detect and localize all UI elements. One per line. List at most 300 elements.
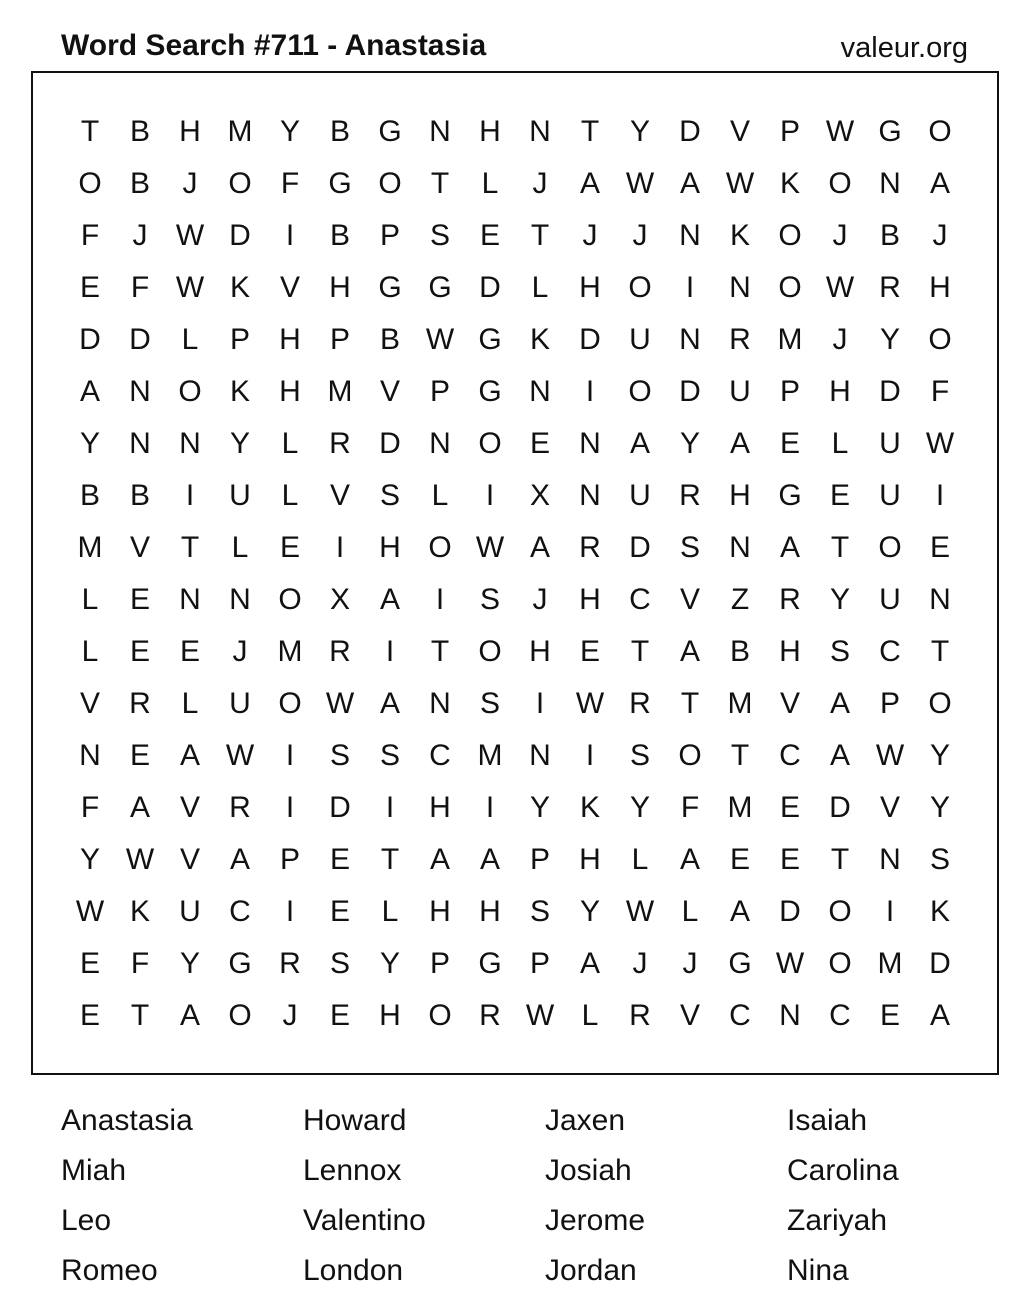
grid-cell[interactable]: T xyxy=(930,635,950,668)
grid-cell[interactable]: C xyxy=(629,583,651,616)
grid-cell[interactable]: O xyxy=(928,323,952,356)
grid-cell[interactable]: S xyxy=(379,739,400,772)
grid-cell[interactable]: Y xyxy=(529,791,550,824)
grid-cell[interactable]: F xyxy=(680,791,700,824)
grid-cell[interactable]: D xyxy=(79,323,101,356)
grid-cell[interactable]: S xyxy=(329,947,350,980)
grid-cell[interactable]: Y xyxy=(279,115,300,148)
grid-cell[interactable]: D xyxy=(929,947,951,980)
grid-cell[interactable]: M xyxy=(777,323,803,356)
grid-cell[interactable]: J xyxy=(632,219,648,252)
grid-cell[interactable]: I xyxy=(335,531,345,564)
grid-cell[interactable]: L xyxy=(831,427,849,460)
grid-cell[interactable]: E xyxy=(129,739,150,772)
grid-cell[interactable]: Y xyxy=(579,895,600,928)
grid-cell[interactable]: O xyxy=(678,739,702,772)
grid-cell[interactable]: B xyxy=(129,479,150,512)
grid-cell[interactable]: T xyxy=(680,687,700,720)
grid-cell[interactable]: Y xyxy=(879,323,900,356)
grid-cell[interactable]: I xyxy=(485,791,495,824)
grid-cell[interactable]: I xyxy=(185,479,195,512)
grid-cell[interactable]: S xyxy=(929,843,950,876)
grid-cell[interactable]: W xyxy=(925,427,955,460)
grid-cell[interactable]: H xyxy=(429,791,451,824)
grid-cell[interactable]: B xyxy=(129,167,150,200)
grid-cell[interactable]: N xyxy=(429,115,451,148)
grid-cell[interactable]: O xyxy=(228,999,252,1032)
grid-cell[interactable]: Y xyxy=(229,427,250,460)
grid-cell[interactable]: P xyxy=(429,947,450,980)
grid-cell[interactable]: I xyxy=(285,791,295,824)
grid-cell[interactable]: D xyxy=(579,323,601,356)
grid-cell[interactable]: C xyxy=(779,739,801,772)
grid-cell[interactable]: L xyxy=(281,427,299,460)
grid-cell[interactable]: V xyxy=(179,843,200,876)
grid-cell[interactable]: I xyxy=(885,895,895,928)
grid-cell[interactable]: U xyxy=(629,323,651,356)
grid-cell[interactable]: W xyxy=(625,167,655,200)
grid-cell[interactable]: C xyxy=(429,739,451,772)
grid-cell[interactable]: K xyxy=(529,323,550,356)
grid-cell[interactable]: H xyxy=(479,115,501,148)
grid-cell[interactable]: N xyxy=(179,583,201,616)
grid-cell[interactable]: L xyxy=(81,635,99,668)
grid-cell[interactable]: N xyxy=(729,531,751,564)
grid-cell[interactable]: V xyxy=(329,479,350,512)
grid-cell[interactable]: P xyxy=(779,115,800,148)
grid-cell[interactable]: E xyxy=(729,843,750,876)
grid-cell[interactable]: D xyxy=(879,375,901,408)
grid-cell[interactable]: M xyxy=(77,531,103,564)
grid-cell[interactable]: N xyxy=(79,739,101,772)
grid-cell[interactable]: S xyxy=(629,739,650,772)
grid-cell[interactable]: V xyxy=(779,687,800,720)
grid-cell[interactable]: E xyxy=(279,531,300,564)
grid-cell[interactable]: A xyxy=(779,531,800,564)
grid-cell[interactable]: O xyxy=(828,947,852,980)
grid-cell[interactable]: L xyxy=(231,531,249,564)
grid-cell[interactable]: N xyxy=(879,843,901,876)
grid-cell[interactable]: V xyxy=(129,531,150,564)
grid-cell[interactable]: W xyxy=(225,739,255,772)
grid-cell[interactable]: P xyxy=(779,375,800,408)
grid-cell[interactable]: O xyxy=(828,167,852,200)
grid-cell[interactable]: N xyxy=(679,219,701,252)
grid-cell[interactable]: E xyxy=(879,999,900,1032)
grid-cell[interactable]: B xyxy=(79,479,100,512)
grid-cell[interactable]: R xyxy=(129,687,151,720)
grid-cell[interactable]: W xyxy=(625,895,655,928)
grid-cell[interactable]: O xyxy=(378,167,402,200)
grid-cell[interactable]: O xyxy=(428,531,452,564)
grid-cell[interactable]: O xyxy=(478,635,502,668)
grid-cell[interactable]: A xyxy=(679,167,700,200)
grid-cell[interactable]: X xyxy=(529,479,550,512)
grid-cell[interactable]: U xyxy=(879,479,901,512)
grid-cell[interactable]: T xyxy=(830,531,850,564)
grid-cell[interactable]: J xyxy=(632,947,648,980)
grid-cell[interactable]: S xyxy=(479,687,500,720)
grid-cell[interactable]: P xyxy=(429,375,450,408)
grid-cell[interactable]: T xyxy=(730,739,750,772)
grid-cell[interactable]: Y xyxy=(79,843,100,876)
grid-cell[interactable]: K xyxy=(729,219,750,252)
grid-cell[interactable]: O xyxy=(878,531,902,564)
grid-cell[interactable]: D xyxy=(129,323,151,356)
grid-cell[interactable]: L xyxy=(631,843,649,876)
grid-cell[interactable]: G xyxy=(328,167,352,200)
grid-cell[interactable]: K xyxy=(929,895,950,928)
grid-cell[interactable]: N xyxy=(779,999,801,1032)
grid-cell[interactable]: A xyxy=(229,843,250,876)
grid-cell[interactable]: A xyxy=(129,791,150,824)
grid-cell[interactable]: J xyxy=(932,219,948,252)
grid-cell[interactable]: B xyxy=(329,219,350,252)
grid-cell[interactable]: O xyxy=(478,427,502,460)
grid-cell[interactable]: O xyxy=(278,687,302,720)
grid-cell[interactable]: L xyxy=(181,687,199,720)
grid-cell[interactable]: E xyxy=(779,427,800,460)
grid-cell[interactable]: T xyxy=(580,115,600,148)
grid-cell[interactable]: A xyxy=(729,895,750,928)
grid-cell[interactable]: P xyxy=(879,687,900,720)
grid-cell[interactable]: W xyxy=(75,895,105,928)
grid-cell[interactable]: O xyxy=(778,271,802,304)
grid-cell[interactable]: W xyxy=(825,115,855,148)
grid-cell[interactable]: R xyxy=(329,427,351,460)
grid-cell[interactable]: O xyxy=(928,687,952,720)
grid-cell[interactable]: T xyxy=(180,531,200,564)
grid-cell[interactable]: G xyxy=(228,947,252,980)
grid-cell[interactable]: I xyxy=(385,791,395,824)
grid-cell[interactable]: M xyxy=(727,791,753,824)
grid-cell[interactable]: G xyxy=(478,947,502,980)
grid-cell[interactable]: A xyxy=(729,427,750,460)
grid-cell[interactable]: N xyxy=(429,427,451,460)
grid-cell[interactable]: A xyxy=(179,739,200,772)
grid-cell[interactable]: W xyxy=(875,739,905,772)
grid-cell[interactable]: E xyxy=(179,635,200,668)
grid-cell[interactable]: K xyxy=(779,167,800,200)
grid-cell[interactable]: H xyxy=(279,323,301,356)
grid-cell[interactable]: J xyxy=(132,219,148,252)
grid-cell[interactable]: J xyxy=(532,583,548,616)
grid-cell[interactable]: L xyxy=(681,895,699,928)
grid-cell[interactable]: Y xyxy=(929,791,950,824)
grid-cell[interactable]: U xyxy=(729,375,751,408)
grid-cell[interactable]: D xyxy=(679,115,701,148)
grid-cell[interactable]: E xyxy=(529,427,550,460)
grid-cell[interactable]: N xyxy=(679,323,701,356)
grid-cell[interactable]: H xyxy=(929,271,951,304)
grid-cell[interactable]: T xyxy=(430,167,450,200)
grid-cell[interactable]: O xyxy=(228,167,252,200)
grid-cell[interactable]: W xyxy=(575,687,605,720)
grid-cell[interactable]: D xyxy=(779,895,801,928)
grid-cell[interactable]: T xyxy=(380,843,400,876)
grid-cell[interactable]: C xyxy=(879,635,901,668)
grid-cell[interactable]: K xyxy=(229,271,250,304)
grid-cell[interactable]: L xyxy=(81,583,99,616)
grid-cell[interactable]: R xyxy=(229,791,251,824)
grid-cell[interactable]: O xyxy=(828,895,852,928)
grid-cell[interactable]: O xyxy=(628,271,652,304)
grid-cell[interactable]: R xyxy=(479,999,501,1032)
grid-cell[interactable]: L xyxy=(481,167,499,200)
grid-cell[interactable]: P xyxy=(229,323,250,356)
grid-cell[interactable]: R xyxy=(679,479,701,512)
grid-cell[interactable]: L xyxy=(431,479,449,512)
grid-cell[interactable]: V xyxy=(179,791,200,824)
grid-cell[interactable]: B xyxy=(879,219,900,252)
grid-cell[interactable]: K xyxy=(579,791,600,824)
grid-cell[interactable]: W xyxy=(825,271,855,304)
grid-cell[interactable]: N xyxy=(129,375,151,408)
grid-cell[interactable]: E xyxy=(779,791,800,824)
grid-cell[interactable]: W xyxy=(325,687,355,720)
grid-cell[interactable]: G xyxy=(478,323,502,356)
grid-cell[interactable]: B xyxy=(329,115,350,148)
grid-cell[interactable]: M xyxy=(227,115,253,148)
grid-cell[interactable]: F xyxy=(80,791,100,824)
grid-cell[interactable]: E xyxy=(79,947,100,980)
grid-cell[interactable]: I xyxy=(685,271,695,304)
grid-cell[interactable]: J xyxy=(182,167,198,200)
grid-cell[interactable]: I xyxy=(385,635,395,668)
grid-cell[interactable]: O xyxy=(778,219,802,252)
grid-cell[interactable]: R xyxy=(729,323,751,356)
grid-cell[interactable]: O xyxy=(928,115,952,148)
grid-cell[interactable]: R xyxy=(779,583,801,616)
grid-cell[interactable]: A xyxy=(529,531,550,564)
grid-cell[interactable]: E xyxy=(129,583,150,616)
grid-cell[interactable]: W xyxy=(525,999,555,1032)
grid-cell[interactable]: N xyxy=(529,739,551,772)
grid-cell[interactable]: H xyxy=(379,531,401,564)
grid-cell[interactable]: D xyxy=(379,427,401,460)
grid-cell[interactable]: W xyxy=(725,167,755,200)
grid-cell[interactable]: T xyxy=(130,999,150,1032)
grid-cell[interactable]: J xyxy=(682,947,698,980)
grid-cell[interactable]: I xyxy=(585,739,595,772)
grid-cell[interactable]: D xyxy=(679,375,701,408)
grid-cell[interactable]: N xyxy=(529,115,551,148)
grid-cell[interactable]: O xyxy=(428,999,452,1032)
grid-cell[interactable]: P xyxy=(279,843,300,876)
grid-cell[interactable]: M xyxy=(277,635,303,668)
grid-cell[interactable]: V xyxy=(79,687,100,720)
grid-cell[interactable]: Y xyxy=(929,739,950,772)
grid-cell[interactable]: A xyxy=(579,947,600,980)
grid-cell[interactable]: F xyxy=(930,375,950,408)
grid-cell[interactable]: E xyxy=(779,843,800,876)
grid-cell[interactable]: E xyxy=(79,271,100,304)
grid-cell[interactable]: O xyxy=(78,167,102,200)
grid-cell[interactable]: D xyxy=(479,271,501,304)
grid-cell[interactable]: E xyxy=(329,843,350,876)
grid-cell[interactable]: D xyxy=(229,219,251,252)
grid-cell[interactable]: G xyxy=(428,271,452,304)
grid-cell[interactable]: P xyxy=(529,947,550,980)
grid-cell[interactable]: I xyxy=(285,219,295,252)
grid-cell[interactable]: G xyxy=(478,375,502,408)
grid-cell[interactable]: N xyxy=(579,479,601,512)
grid-cell[interactable]: W xyxy=(175,271,205,304)
grid-cell[interactable]: F xyxy=(80,219,100,252)
grid-cell[interactable]: B xyxy=(729,635,750,668)
grid-cell[interactable]: I xyxy=(535,687,545,720)
grid-cell[interactable]: A xyxy=(679,843,700,876)
grid-cell[interactable]: I xyxy=(285,739,295,772)
grid-cell[interactable]: C xyxy=(229,895,251,928)
grid-cell[interactable]: N xyxy=(929,583,951,616)
grid-cell[interactable]: S xyxy=(329,739,350,772)
grid-cell[interactable]: A xyxy=(79,375,100,408)
grid-cell[interactable]: V xyxy=(379,375,400,408)
grid-cell[interactable]: Z xyxy=(730,583,750,616)
grid-cell[interactable]: F xyxy=(280,167,300,200)
grid-cell[interactable]: G xyxy=(878,115,902,148)
grid-cell[interactable]: N xyxy=(579,427,601,460)
grid-cell[interactable]: X xyxy=(329,583,350,616)
grid-cell[interactable]: H xyxy=(179,115,201,148)
grid-cell[interactable]: E xyxy=(479,219,500,252)
grid-cell[interactable]: A xyxy=(679,635,700,668)
grid-cell[interactable]: N xyxy=(529,375,551,408)
grid-cell[interactable]: Y xyxy=(829,583,850,616)
grid-cell[interactable]: D xyxy=(629,531,651,564)
grid-cell[interactable]: A xyxy=(379,687,400,720)
grid-cell[interactable]: C xyxy=(729,999,751,1032)
grid-cell[interactable]: S xyxy=(529,895,550,928)
grid-cell[interactable]: H xyxy=(729,479,751,512)
grid-cell[interactable]: R xyxy=(879,271,901,304)
grid-cell[interactable]: B xyxy=(379,323,400,356)
grid-cell[interactable]: S xyxy=(679,531,700,564)
grid-cell[interactable]: V xyxy=(679,999,700,1032)
grid-cell[interactable]: L xyxy=(381,895,399,928)
grid-cell[interactable]: H xyxy=(279,375,301,408)
grid-cell[interactable]: J xyxy=(582,219,598,252)
grid-cell[interactable]: G xyxy=(778,479,802,512)
grid-cell[interactable]: R xyxy=(279,947,301,980)
grid-cell[interactable]: E xyxy=(129,635,150,668)
grid-cell[interactable]: T xyxy=(630,635,650,668)
grid-cell[interactable]: H xyxy=(779,635,801,668)
grid-cell[interactable]: H xyxy=(529,635,551,668)
grid-cell[interactable]: I xyxy=(485,479,495,512)
grid-cell[interactable]: H xyxy=(829,375,851,408)
grid-cell[interactable]: Y xyxy=(379,947,400,980)
grid-cell[interactable]: J xyxy=(832,219,848,252)
grid-cell[interactable]: A xyxy=(629,427,650,460)
grid-cell[interactable]: E xyxy=(829,479,850,512)
grid-cell[interactable]: O xyxy=(628,375,652,408)
grid-cell[interactable]: R xyxy=(629,687,651,720)
grid-cell[interactable]: K xyxy=(129,895,150,928)
grid-cell[interactable]: M xyxy=(727,687,753,720)
grid-cell[interactable]: H xyxy=(579,583,601,616)
grid-cell[interactable]: L xyxy=(531,271,549,304)
grid-cell[interactable]: Y xyxy=(629,115,650,148)
grid-cell[interactable]: M xyxy=(327,375,353,408)
grid-cell[interactable]: S xyxy=(429,219,450,252)
grid-cell[interactable]: A xyxy=(829,687,850,720)
grid-cell[interactable]: N xyxy=(429,687,451,720)
grid-cell[interactable]: U xyxy=(879,583,901,616)
grid-cell[interactable]: T xyxy=(430,635,450,668)
grid-cell[interactable]: H xyxy=(329,271,351,304)
grid-cell[interactable]: N xyxy=(229,583,251,616)
grid-cell[interactable]: U xyxy=(629,479,651,512)
grid-cell[interactable]: G xyxy=(378,115,402,148)
grid-cell[interactable]: I xyxy=(285,895,295,928)
grid-cell[interactable]: A xyxy=(179,999,200,1032)
grid-cell[interactable]: J xyxy=(282,999,298,1032)
grid-cell[interactable]: O xyxy=(178,375,202,408)
grid-cell[interactable]: L xyxy=(581,999,599,1032)
grid-cell[interactable]: N xyxy=(179,427,201,460)
grid-cell[interactable]: P xyxy=(329,323,350,356)
grid-cell[interactable]: I xyxy=(585,375,595,408)
grid-cell[interactable]: V xyxy=(729,115,750,148)
grid-cell[interactable]: P xyxy=(529,843,550,876)
grid-cell[interactable]: A xyxy=(929,167,950,200)
grid-cell[interactable]: D xyxy=(329,791,351,824)
grid-cell[interactable]: O xyxy=(278,583,302,616)
grid-cell[interactable]: F xyxy=(130,271,150,304)
grid-cell[interactable]: A xyxy=(429,843,450,876)
grid-cell[interactable]: J xyxy=(532,167,548,200)
grid-cell[interactable]: A xyxy=(929,999,950,1032)
grid-cell[interactable]: W xyxy=(425,323,455,356)
grid-cell[interactable]: L xyxy=(281,479,299,512)
grid-cell[interactable]: A xyxy=(829,739,850,772)
grid-cell[interactable]: W xyxy=(175,219,205,252)
grid-cell[interactable]: M xyxy=(477,739,503,772)
grid-cell[interactable]: M xyxy=(877,947,903,980)
grid-cell[interactable]: H xyxy=(579,843,601,876)
grid-cell[interactable]: C xyxy=(829,999,851,1032)
grid-cell[interactable]: S xyxy=(829,635,850,668)
grid-cell[interactable]: A xyxy=(379,583,400,616)
grid-cell[interactable]: J xyxy=(232,635,248,668)
grid-cell[interactable]: R xyxy=(579,531,601,564)
grid-cell[interactable]: U xyxy=(179,895,201,928)
grid-cell[interactable]: S xyxy=(479,583,500,616)
grid-cell[interactable]: R xyxy=(329,635,351,668)
grid-cell[interactable]: E xyxy=(329,895,350,928)
grid-cell[interactable]: G xyxy=(728,947,752,980)
grid-cell[interactable]: E xyxy=(329,999,350,1032)
grid-cell[interactable]: H xyxy=(479,895,501,928)
grid-cell[interactable]: N xyxy=(129,427,151,460)
grid-cell[interactable]: I xyxy=(435,583,445,616)
grid-cell[interactable]: P xyxy=(379,219,400,252)
grid-cell[interactable]: F xyxy=(130,947,150,980)
grid-cell[interactable]: S xyxy=(379,479,400,512)
grid-cell[interactable]: T xyxy=(530,219,550,252)
grid-cell[interactable]: U xyxy=(229,687,251,720)
grid-cell[interactable]: E xyxy=(579,635,600,668)
grid-cell[interactable]: U xyxy=(229,479,251,512)
grid-cell[interactable]: E xyxy=(929,531,950,564)
grid-cell[interactable]: Y xyxy=(179,947,200,980)
grid-cell[interactable]: V xyxy=(679,583,700,616)
grid-cell[interactable]: R xyxy=(629,999,651,1032)
grid-cell[interactable]: N xyxy=(879,167,901,200)
grid-cell[interactable]: W xyxy=(775,947,805,980)
